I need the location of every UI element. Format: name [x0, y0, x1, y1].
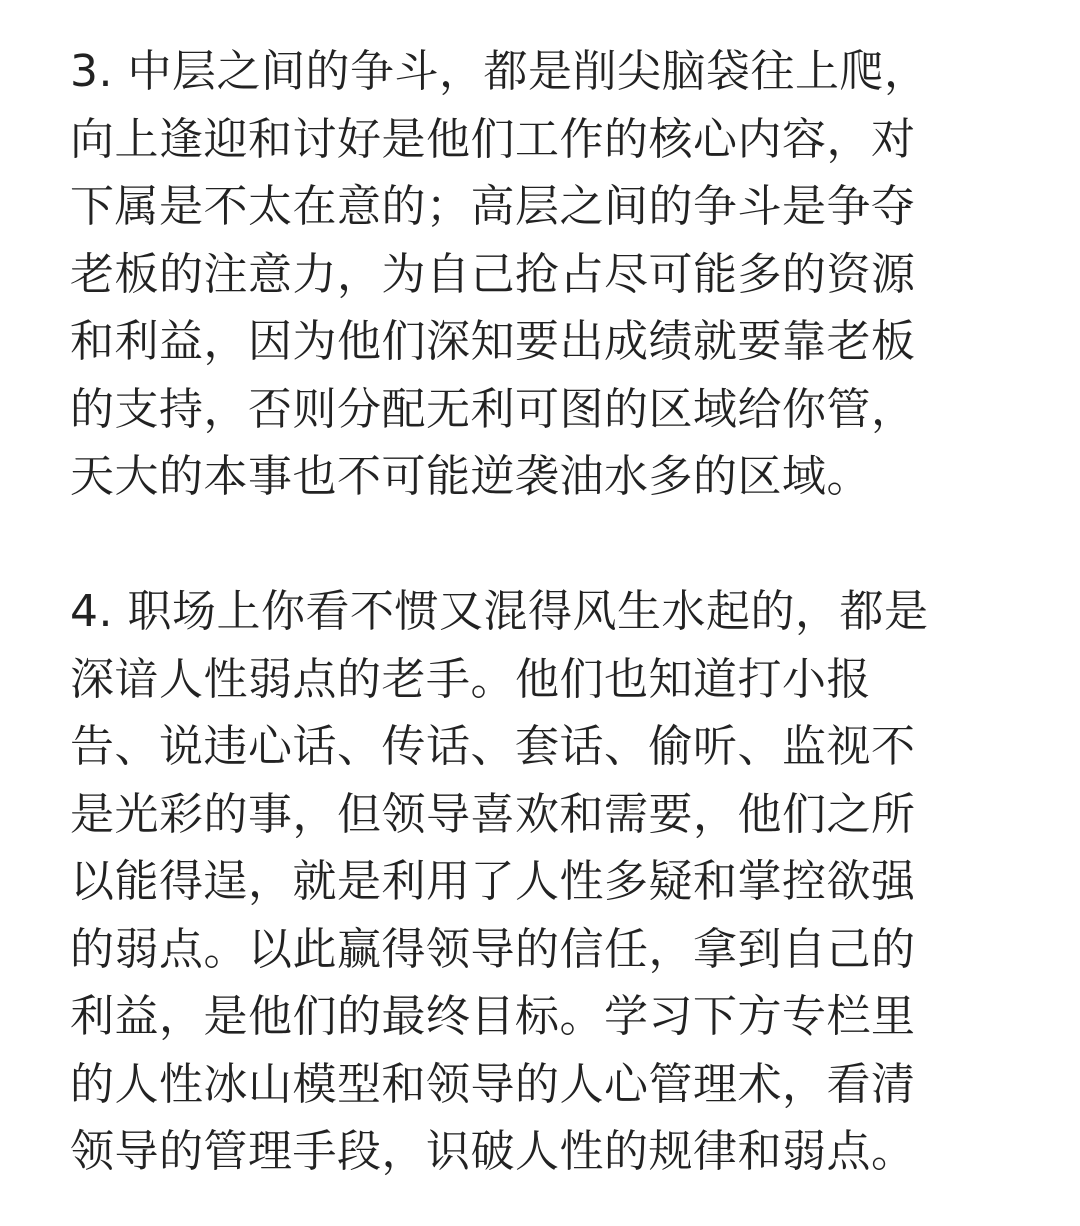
- text-line: 老板的注意力，为自己抢占尽可能多的资源: [70, 248, 916, 300]
- text-line: 向上逢迎和讨好是他们工作的核心内容，对: [70, 113, 916, 165]
- text-line: 的支持，否则分配无利可图的区域给你管，: [70, 383, 916, 435]
- text-line: 和利益，因为他们深知要出成绩就要靠老板: [70, 316, 916, 367]
- text-line: 告、说违心话、传话、套话、偷听、监视不: [70, 721, 916, 772]
- text-line: 下属是不太在意的；高层之间的争斗是争夺: [70, 181, 916, 232]
- text-line: 的人性冰山模型和领导的人心管理术，看清: [70, 1058, 916, 1110]
- text-line: 天大的本事也不可能逆袭油水多的区域。: [70, 451, 871, 502]
- text-line: 4. 职场上你看不惯又混得风生水起的，都是: [70, 586, 929, 637]
- text-line: 3. 中层之间的争斗，都是削尖脑袋往上爬，: [70, 46, 929, 97]
- text-line: 领导的管理手段，识破人性的规律和弱点。: [70, 1126, 916, 1177]
- text-line: 利益，是他们的最终目标。学习下方专栏里: [70, 991, 916, 1042]
- paragraph-spacer: [70, 511, 1010, 579]
- article-body: [70, 38, 1010, 1186]
- paragraph-4: [70, 578, 1010, 1186]
- paragraph-3: [70, 38, 1010, 511]
- text-line: 深谙人性弱点的老手。他们也知道打小报: [70, 653, 871, 705]
- text-line: 的弱点。以此赢得领导的信任，拿到自己的: [70, 923, 916, 975]
- text-line: 是光彩的事，但领导喜欢和需要，他们之所: [70, 788, 916, 840]
- text-line: 以能得逞，就是利用了人性多疑和掌控欲强: [70, 856, 916, 907]
